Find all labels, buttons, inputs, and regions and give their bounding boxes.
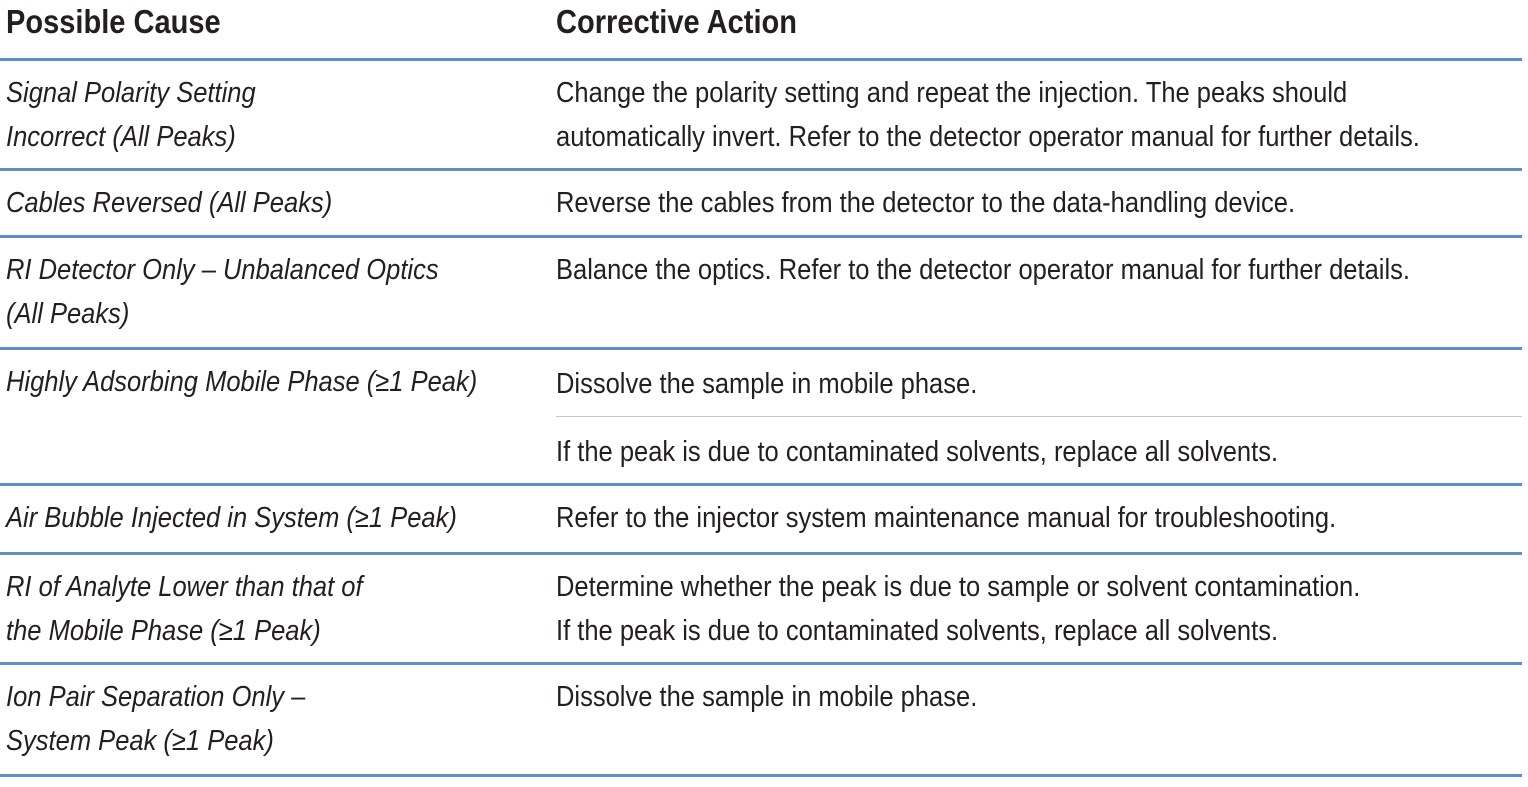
header-corrective-action: Corrective Action bbox=[556, 3, 797, 40]
cause-cell: RI Detector Only – Unbalanced Optics (All Peaks) bbox=[6, 254, 439, 330]
cause-cell: Signal Polarity Setting Incorrect (All Peaks) bbox=[6, 77, 256, 153]
cause-cell: RI of Analyte Lower than that of the Mobile Phase (≥1 Peak) bbox=[6, 571, 363, 647]
table-row bbox=[0, 555, 1522, 665]
action-cell: Dissolve the sample in mobile phase. bbox=[556, 368, 978, 400]
table-row bbox=[0, 171, 1522, 238]
action-cell: Determine whether the peak is due to sample or solvent contamination. If the peak is due to contaminated solvents, replace all solvents. bbox=[556, 571, 1361, 647]
table-row bbox=[0, 238, 1522, 350]
table-row bbox=[0, 665, 1522, 777]
action-cell: If the peak is due to contaminated solvents, replace all solvents. bbox=[556, 436, 1279, 468]
action-cell: Reverse the cables from the detector to the data-handling device. bbox=[556, 187, 1296, 219]
cause-cell: Air Bubble Injected in System (≥1 Peak) bbox=[6, 502, 457, 534]
action-cell: Change the polarity setting and repeat the injection. The peaks should automatically invert. Refer to the detector operator manual for further details. bbox=[556, 77, 1420, 153]
cause-cell: Highly Adsorbing Mobile Phase (≥1 Peak) bbox=[6, 366, 478, 398]
cause-cell: Cables Reversed (All Peaks) bbox=[6, 187, 333, 219]
table-header bbox=[0, 0, 1522, 61]
cause-cell: Ion Pair Separation Only – System Peak (≥1 Peak) bbox=[6, 681, 306, 757]
action-cell: Refer to the injector system maintenance manual for troubleshooting. bbox=[556, 502, 1337, 534]
action-divider bbox=[556, 416, 1522, 417]
header-possible-cause: Possible Cause bbox=[6, 3, 221, 40]
action-cell: Dissolve the sample in mobile phase. bbox=[556, 681, 978, 713]
table-row bbox=[0, 350, 1522, 486]
action-cell: Balance the optics. Refer to the detector operator manual for further details. bbox=[556, 254, 1410, 286]
table-row bbox=[0, 61, 1522, 171]
table-row bbox=[0, 486, 1522, 555]
